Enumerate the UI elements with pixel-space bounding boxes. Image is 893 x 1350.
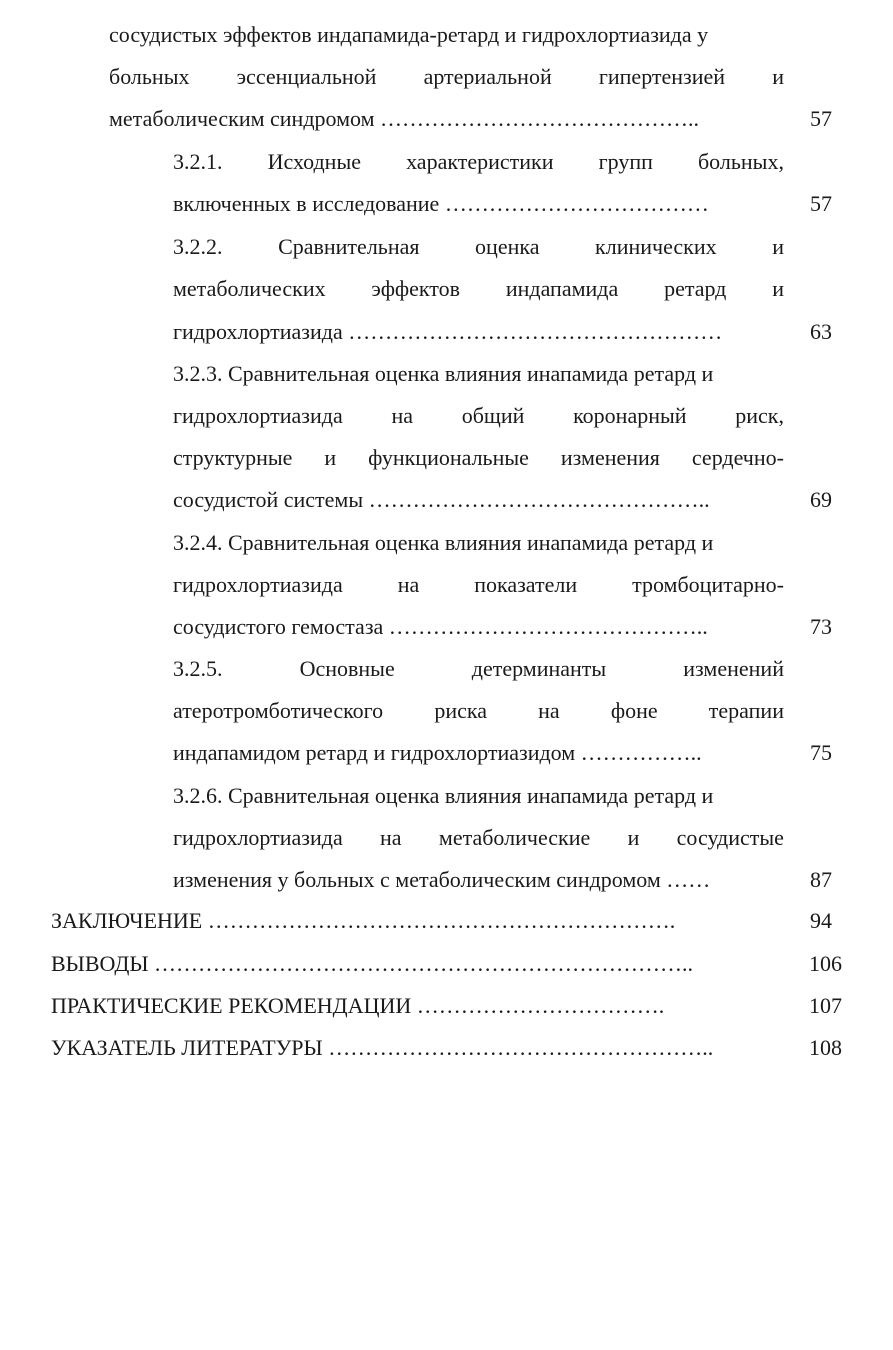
toc-3-2-6-line3: изменения у больных с метаболическим синдромом …… — [173, 867, 711, 892]
toc-recommendations-page: 107 — [809, 993, 842, 1018]
toc-3-2-4-page: 73 — [810, 614, 832, 639]
toc-3-2-5-page: 75 — [810, 740, 832, 765]
toc-recommendations: ПРАКТИЧЕСКИЕ РЕКОМЕНДАЦИИ ……………………………. — [51, 993, 665, 1018]
toc-3-2-3-line1: 3.2.3. Сравнительная оценка влияния инапамида ретард и — [173, 361, 714, 386]
toc-3-2-6-page: 87 — [810, 867, 832, 892]
toc-findings-page: 106 — [809, 951, 842, 976]
toc-3-2-4-line3: сосудистого гемостаза …………………………………….. — [173, 614, 708, 639]
toc-3-2-line3: метаболическим синдромом …………………………………….. — [109, 106, 700, 131]
toc-3-2-1-line2: включенных в исследование ……………………………… — [173, 191, 709, 216]
toc-3-2-2-line2: метаболических эффектов индапамида ретард и — [173, 276, 784, 301]
toc-conclusion: ЗАКЛЮЧЕНИЕ ………………………………………………………. — [51, 908, 676, 933]
toc-3-2-1-page: 57 — [810, 191, 832, 216]
toc-3-2-3-line3: структурные и функциональные изменения сердечно- — [173, 445, 784, 470]
toc-3-2-5-line1: 3.2.5. Основные детерминанты изменений — [173, 656, 784, 681]
toc-3-2-4-line1: 3.2.4. Сравнительная оценка влияния инапамида ретард и — [173, 530, 714, 555]
toc-3-2-3-page: 69 — [810, 487, 832, 512]
toc-3-2-2-line3: гидрохлортиазида …………………………………………… — [173, 319, 723, 344]
toc-conclusion-page: 94 — [810, 908, 832, 933]
toc-3-2-6-line1: 3.2.6. Сравнительная оценка влияния инапамида ретард и — [173, 783, 714, 808]
toc-3-2-page: 57 — [810, 106, 832, 131]
toc-3-2-5-line3: индапамидом ретард и гидрохлортиазидом …………….. — [173, 740, 702, 765]
toc-3-2-2-line1: 3.2.2. Сравнительная оценка клинических и — [173, 234, 784, 259]
toc-3-2-5-line2: атеротромботического риска на фоне терапии — [173, 698, 784, 723]
toc-3-2-3-line4: сосудистой системы ……………………………………….. — [173, 487, 710, 512]
toc-findings: ВЫВОДЫ ……………………………………………………………….. — [51, 951, 694, 976]
toc-3-2-4-line2: гидрохлортиазида на показатели тромбоцитарно- — [173, 572, 784, 597]
toc-3-2-line2: больных эссенциальной артериальной гипертензией и — [109, 64, 784, 89]
toc-3-2-line1: сосудистых эффектов индапамида-ретард и гидрохлортиазида у — [109, 22, 709, 47]
toc-3-2-2-page: 63 — [810, 319, 832, 344]
toc-3-2-6-line2: гидрохлортиазида на метаболические и сосудистые — [173, 825, 784, 850]
toc-references: УКАЗАТЕЛЬ ЛИТЕРАТУРЫ …………………………………………….. — [51, 1035, 714, 1060]
toc-3-2-3-line2: гидрохлортиазида на общий коронарный риск, — [173, 403, 784, 428]
toc-references-page: 108 — [809, 1035, 842, 1060]
toc-3-2-1-line1: 3.2.1. Исходные характеристики групп больных, — [173, 149, 784, 174]
